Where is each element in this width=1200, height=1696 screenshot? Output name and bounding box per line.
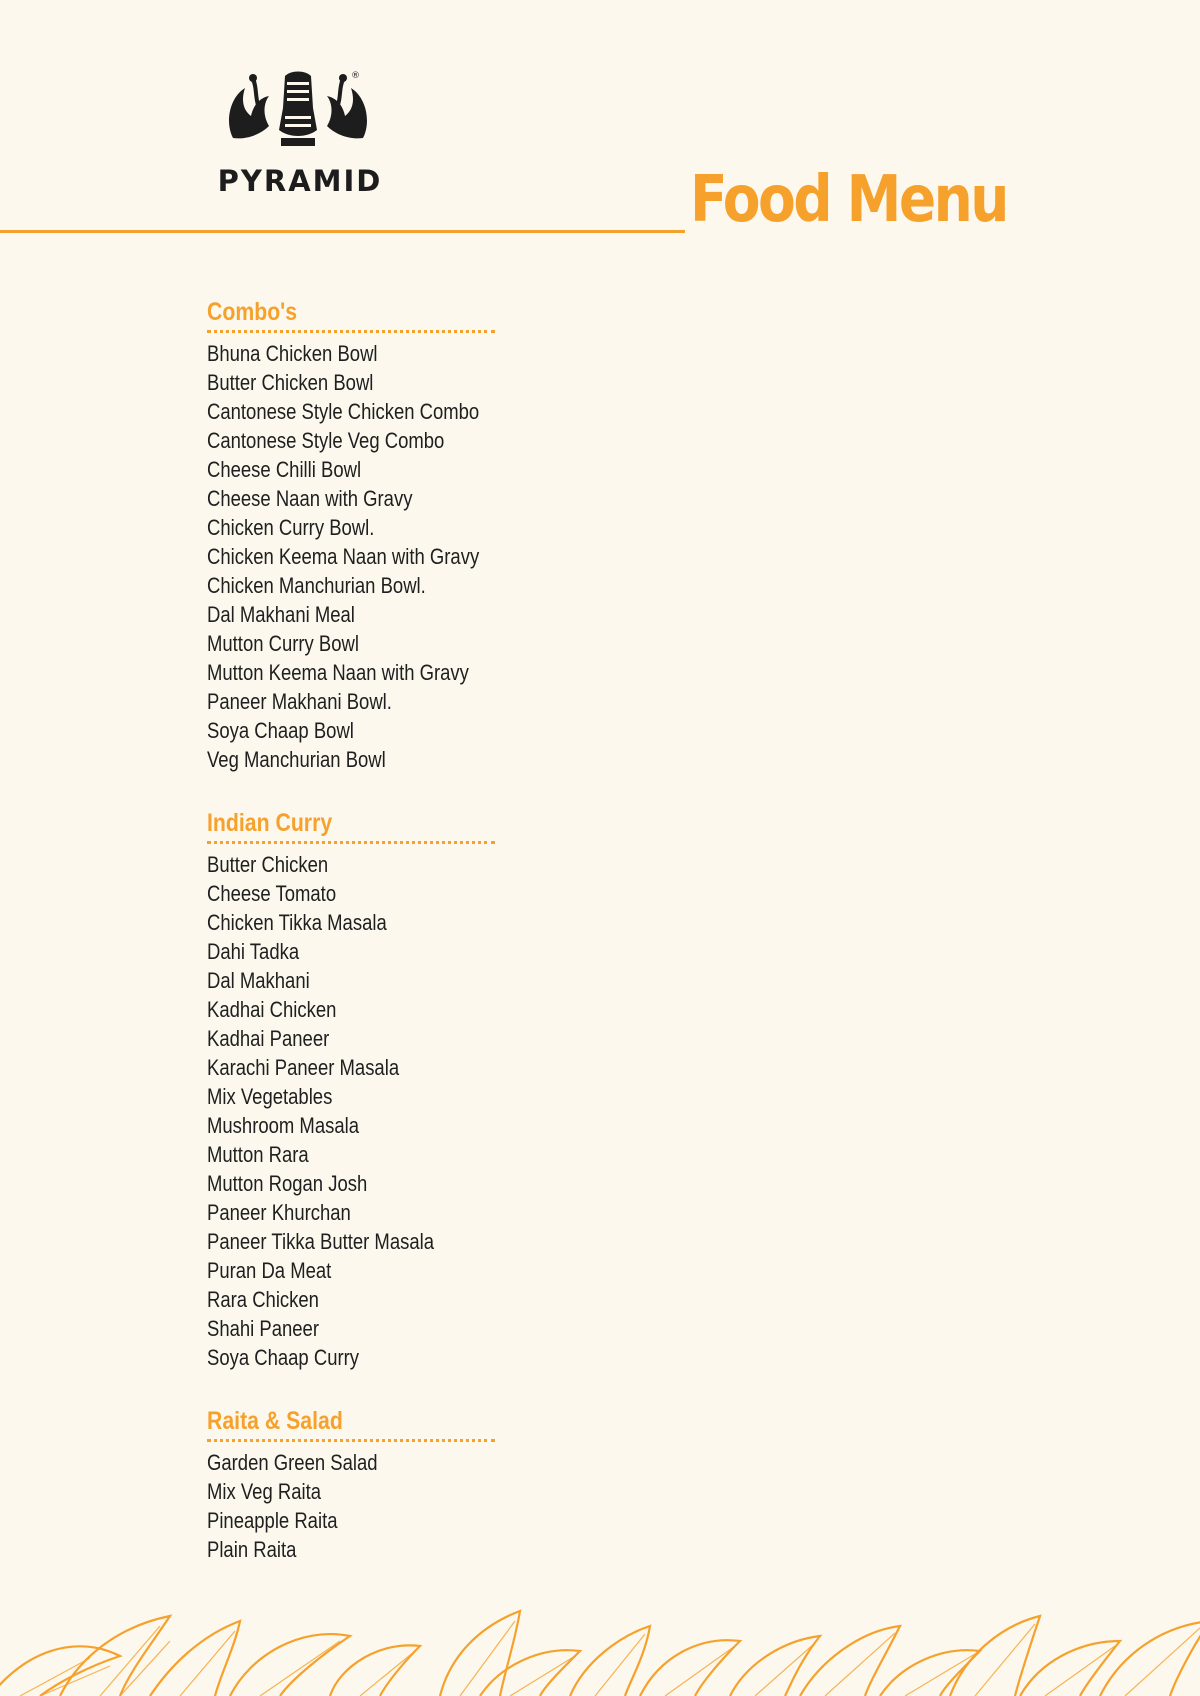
- menu-item: Kadhai Chicken: [207, 997, 337, 1022]
- menu-item: Cheese Tomato: [207, 881, 337, 906]
- menu-item: Mutton Curry Bowl: [207, 631, 360, 656]
- menu-item: Cheese Chilli Bowl: [207, 457, 362, 482]
- menu-item: Pineapple Raita: [207, 1508, 338, 1533]
- menu-item: Butter Chicken: [207, 852, 329, 877]
- pyramid-peacock-emblem-icon: [223, 68, 373, 153]
- menu-item: Chicken Keema Naan with Gravy: [207, 544, 480, 569]
- brand-name: PYRAMID: [217, 164, 383, 198]
- page-title: Food Menu: [690, 163, 1007, 237]
- menu-list: [207, 297, 507, 1598]
- menu-item: Cantonese Style Chicken Combo: [207, 399, 480, 424]
- menu-item: Cheese Naan with Gravy: [207, 486, 413, 511]
- menu-item: Plain Raita: [207, 1537, 297, 1562]
- menu-item: Chicken Tikka Masala: [207, 910, 387, 935]
- menu-item: Chicken Curry Bowl.: [207, 515, 375, 540]
- dotted-divider: [207, 1439, 495, 1442]
- menu-item: Paneer Khurchan: [207, 1200, 351, 1225]
- menu-item: Bhuna Chicken Bowl: [207, 341, 378, 366]
- brand-logo: [205, 68, 395, 198]
- menu-item: Mutton Keema Naan with Gravy: [207, 660, 469, 685]
- menu-item: Shahi Paneer: [207, 1316, 319, 1341]
- dotted-divider: [207, 330, 495, 333]
- menu-item: Veg Manchurian Bowl: [207, 747, 386, 772]
- section-title: Indian Curry: [207, 809, 333, 837]
- menu-item: Butter Chicken Bowl: [207, 370, 374, 395]
- section-title: Combo's: [207, 298, 298, 326]
- menu-item: Chicken Manchurian Bowl.: [207, 573, 426, 598]
- leaf-border-decoration: [0, 1586, 1200, 1696]
- menu-item: Dal Makhani: [207, 968, 310, 993]
- section-indian-curry: [207, 808, 507, 1372]
- menu-item: Mushroom Masala: [207, 1113, 360, 1138]
- menu-item: Mutton Rara: [207, 1142, 309, 1167]
- menu-item: Paneer Tikka Butter Masala: [207, 1229, 435, 1254]
- menu-item: Dal Makhani Meal: [207, 602, 355, 627]
- menu-item: Mix Veg Raita: [207, 1479, 322, 1504]
- section-combos: [207, 297, 507, 774]
- menu-item: Cantonese Style Veg Combo: [207, 428, 445, 453]
- dotted-divider: [207, 841, 495, 844]
- section-raita-salad: [207, 1406, 507, 1564]
- menu-item: Puran Da Meat: [207, 1258, 332, 1283]
- menu-item: Garden Green Salad: [207, 1450, 378, 1475]
- menu-item: Karachi Paneer Masala: [207, 1055, 400, 1080]
- header-divider: [0, 230, 685, 233]
- menu-item: Kadhai Paneer: [207, 1026, 330, 1051]
- menu-item: Soya Chaap Curry: [207, 1345, 360, 1370]
- menu-item: Paneer Makhani Bowl.: [207, 689, 392, 714]
- section-title: Raita & Salad: [207, 1407, 343, 1435]
- menu-item: Mutton Rogan Josh: [207, 1171, 368, 1196]
- menu-item: Soya Chaap Bowl: [207, 718, 354, 743]
- menu-item: Rara Chicken: [207, 1287, 319, 1312]
- menu-item: Mix Vegetables: [207, 1084, 333, 1109]
- svg-text:®: ®: [351, 71, 360, 81]
- menu-item: Dahi Tadka: [207, 939, 300, 964]
